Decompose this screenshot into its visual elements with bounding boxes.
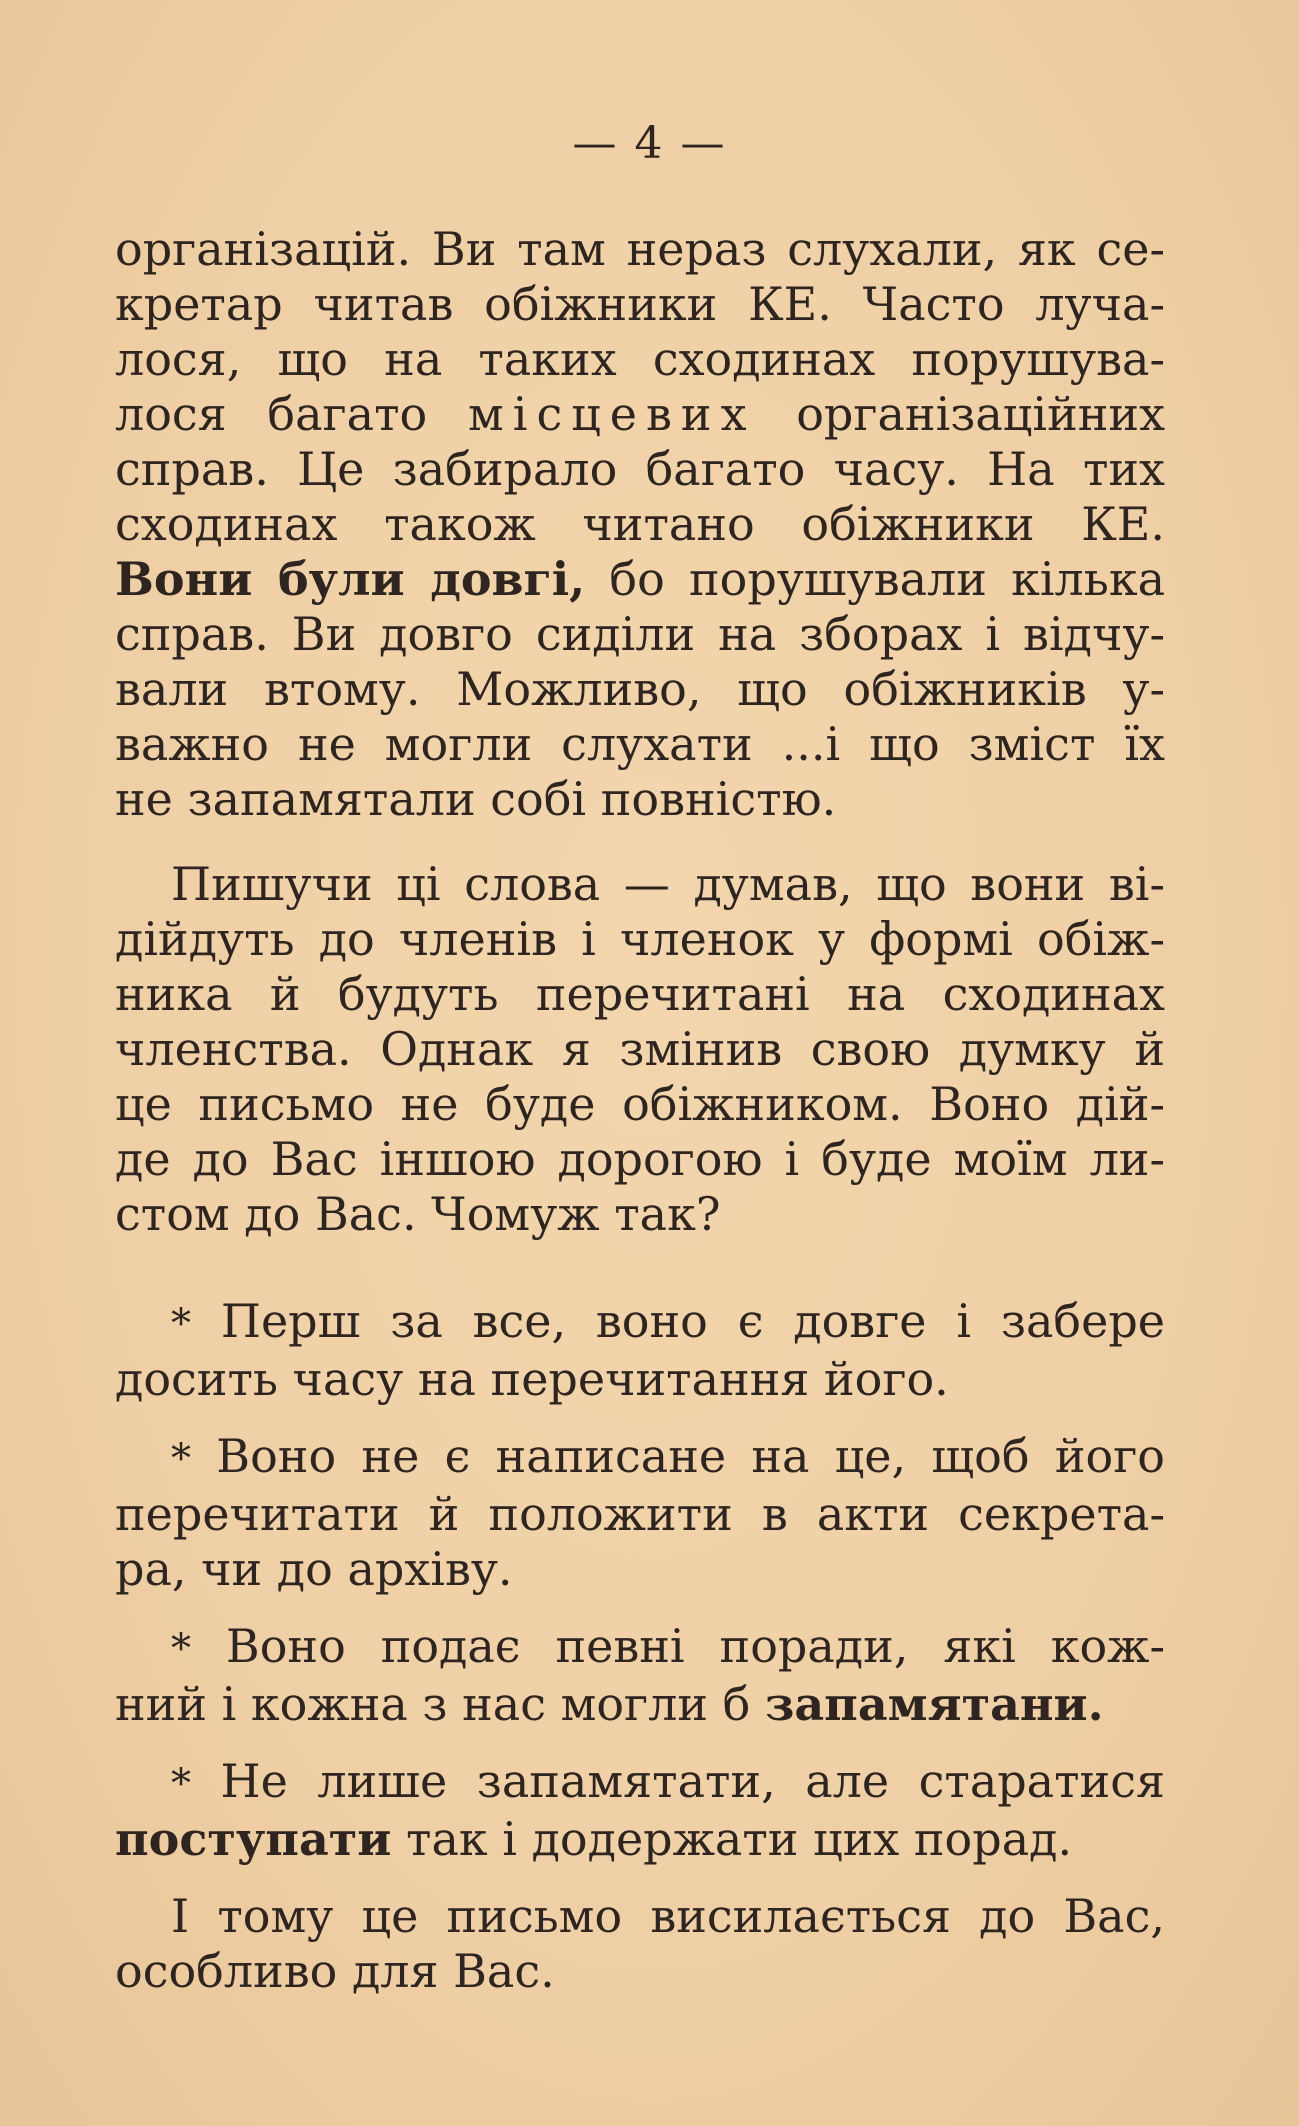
text-line <box>115 387 1165 442</box>
text-line: І тому це письмо висилається до Вас, <box>171 1889 1165 1943</box>
text-line <box>115 1294 1165 1352</box>
asterisk-bullet: * <box>171 1626 191 1672</box>
paragraph-gap <box>115 1242 1165 1294</box>
text-segment: Перш за все, воно є довге і забере <box>220 1294 1166 1348</box>
asterisk-bullet: * <box>171 1436 191 1482</box>
text-line: справ. Ви довго сиділи на зборах і відчу- <box>115 607 1165 661</box>
text-line: сходинах також читано обіжники КЕ. <box>115 497 1165 551</box>
text-segment: Воно не є написане на це, щоб його <box>216 1429 1165 1483</box>
text-line <box>115 1812 1165 1867</box>
text-line: де до Вас іншою дорогою і буде моїм ли- <box>115 1132 1165 1186</box>
text-line: дійдуть до членів і членок у формі обіж- <box>115 912 1165 966</box>
paragraph-gap <box>115 1867 1165 1889</box>
bold-emphasis: запамятани. <box>764 1677 1104 1731</box>
text-line: перечитати й положити в акти секрета- <box>115 1487 1165 1541</box>
bold-emphasis: Вони були довгі, <box>115 552 586 606</box>
spaced-emphasis: місцевих <box>467 387 756 441</box>
text-line: ра, чи до архіву. <box>115 1542 513 1596</box>
text-line: стом до Вас. Чомуж так? <box>115 1187 721 1241</box>
paragraph-1 <box>115 222 1165 827</box>
text-line: лося, що на таких сходинах порушува- <box>115 332 1165 386</box>
asterisk-bullet: * <box>171 1301 191 1347</box>
body-text <box>115 222 1165 1999</box>
text-line: ника й будуть перечитані на сходинах <box>115 967 1165 1021</box>
text-line: організацій. Ви там нераз слухали, як се- <box>115 222 1165 276</box>
paragraph-2 <box>115 857 1165 1242</box>
text-segment: організаційних <box>755 387 1166 441</box>
text-line <box>115 552 1165 607</box>
paragraph-gap <box>115 1407 1165 1429</box>
text-line <box>115 1429 1165 1487</box>
text-segment: так і додержати цих порад. <box>391 1812 1073 1866</box>
bullet-item-2 <box>115 1429 1165 1597</box>
bullet-item-1 <box>115 1294 1165 1407</box>
text-line: не запамятали собі повністю. <box>115 772 837 826</box>
text-line: Пишучи ці слова — думав, що вони ві- <box>171 857 1165 911</box>
bold-emphasis: поступати <box>115 1812 392 1866</box>
paragraph-gap <box>115 1732 1165 1754</box>
page-number: — 4 — <box>572 118 727 169</box>
text-segment: лося багато <box>115 387 468 441</box>
paragraph-gap <box>115 827 1165 857</box>
text-line: це письмо не буде обіжником. Воно дій- <box>115 1077 1165 1131</box>
text-line <box>115 1754 1165 1812</box>
text-line: особливо для Вас. <box>115 1944 555 1998</box>
paragraph-3 <box>115 1889 1165 1999</box>
asterisk-bullet: * <box>171 1761 191 1807</box>
text-line: вали втому. Можливо, що обіжників у- <box>115 662 1165 716</box>
text-line: членства. Однак я змінив свою думку й <box>115 1022 1165 1076</box>
text-line: важно не могли слухати ...і що зміст їх <box>115 717 1165 771</box>
text-line: досить часу на перечитання його. <box>115 1352 949 1406</box>
text-segment: Воно подає певні поради, які кож- <box>225 1619 1165 1673</box>
text-segment: ний і кожна з нас могли б <box>115 1677 765 1731</box>
text-line: справ. Це забирало багато часу. На тих <box>115 442 1165 496</box>
bullet-item-3 <box>115 1619 1165 1732</box>
text-segment: бо порушували кілька <box>585 552 1165 606</box>
text-segment: Не лише запамятати, але старатися <box>220 1754 1166 1808</box>
bullet-item-4 <box>115 1754 1165 1867</box>
paragraph-gap <box>115 1597 1165 1619</box>
text-line: кретар читав обіжники КЕ. Часто луча- <box>115 277 1165 331</box>
text-line <box>115 1619 1165 1677</box>
text-line <box>115 1677 1165 1732</box>
